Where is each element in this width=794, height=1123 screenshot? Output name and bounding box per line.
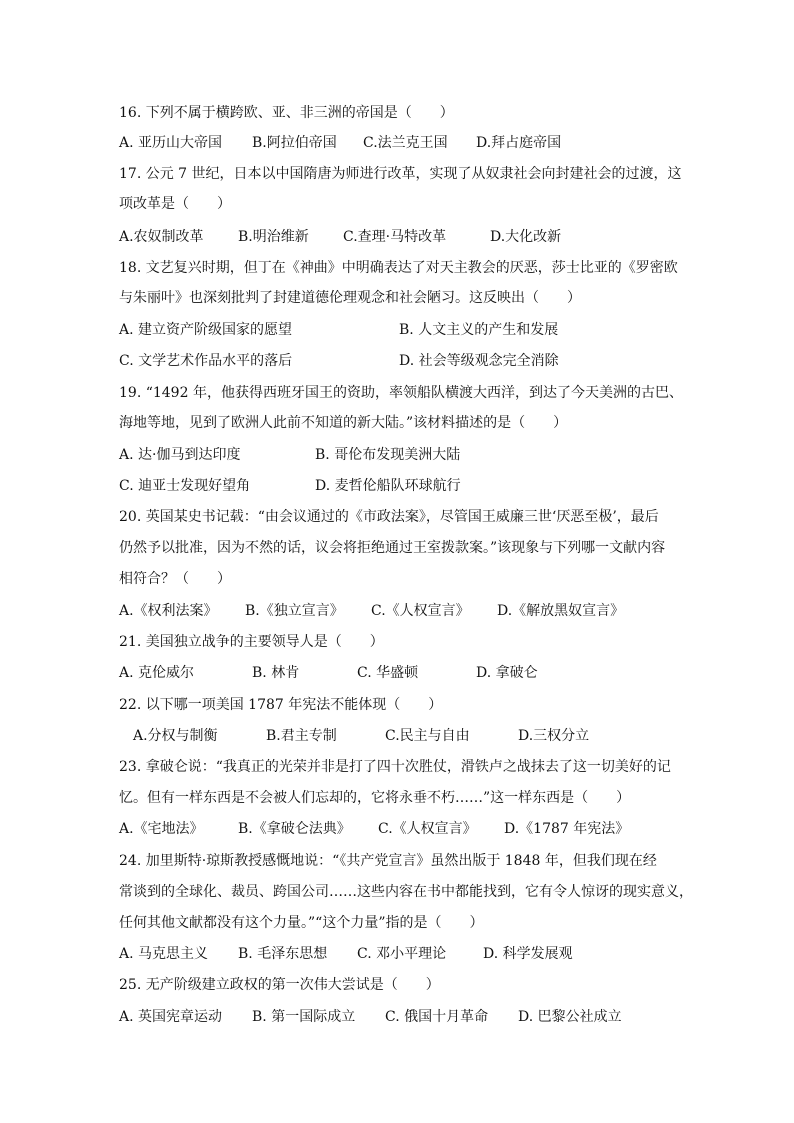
question-17-stem-line-2: 项改革是（ ） [119, 196, 231, 212]
question-23-stem-line-2: 忆。但有一样东西是不会被人们忘却的，它将永垂不朽……”这一样东西是（ ） [119, 790, 631, 806]
question-21-option-d: D. 拿破仑 [476, 665, 538, 681]
question-25-option-a: A. 英国宪章运动 [119, 1009, 223, 1025]
question-24-stem-line-2: 常谈到的全球化、裁员、跨国公司……这些内容在书中都能找到，它有令人惊讶的现实意义， [119, 884, 693, 900]
question-19-option-a: A. 达·伽马到达印度 [119, 447, 241, 463]
question-20-option-c: C.《人权宣言》 [371, 603, 470, 619]
question-20-stem-line-3: 相符合？（ ） [119, 571, 231, 587]
question-21-stem-line-1: 21. 美国独立战争的主要领导人是（ ） [119, 634, 384, 650]
question-24-option-d: D. 科学发展观 [483, 946, 573, 962]
question-18-stem-line-2: 与朱丽叶》也深刻批判了封建道德伦理观念和社会陋习。这反映出（ ） [119, 290, 581, 306]
question-16-option-a: A. 亚历山大帝国 [119, 135, 223, 151]
question-18-option-b: B. 人文主义的产生和发展 [399, 322, 559, 338]
question-16-option-b: B.阿拉伯帝国 [252, 135, 337, 151]
question-22-option-b: B.君主专制 [266, 728, 337, 744]
question-17-option-d: D.大化改新 [490, 229, 562, 245]
question-22-option-a: A.分权与制衡 [133, 728, 218, 744]
question-23-stem-line-1: 23. 拿破仑说：“我真正的光荣并非是打了四十次胜仗，滑铁卢之战抹去了这一切美好的记 [119, 759, 671, 775]
question-24-option-c: C. 邓小平理论 [357, 946, 447, 962]
question-16-option-c: C.法兰克王国 [363, 135, 448, 151]
question-20-stem-line-2: 仍然予以批准，因为不然的话，议会将拒绝通过王室拨款案。”该现象与下列哪一文献内容 [119, 540, 666, 556]
question-22-option-c: C.民主与自由 [385, 728, 470, 744]
question-18-option-a: A. 建立资产阶级国家的愿望 [119, 322, 293, 338]
question-17-option-a: A.农奴制改革 [119, 229, 204, 245]
question-17-option-c: C.查理·马特改革 [343, 229, 447, 245]
question-22-option-d: D.三权分立 [518, 728, 590, 744]
question-18-stem-line-1: 18. 文艺复兴时期，但丁在《神曲》中明确表达了对天主教会的厌恶，莎士比亚的《罗密欧 [119, 260, 678, 276]
question-19-option-b: B. 哥伦布发现美洲大陆 [315, 447, 461, 463]
question-22-stem-line-1: 22. 以下哪一项美国 1787 年宪法不能体现（ ） [119, 697, 443, 713]
question-20-option-b: B.《独立宣言》 [245, 603, 344, 619]
question-24-option-a: A. 马克思主义 [119, 946, 209, 962]
question-19-stem-line-1: 19. “1492 年，他获得西班牙国王的资助，率领船队横渡大西洋，到达了今天美洲的古巴、 [119, 385, 683, 401]
question-16-stem-line-1: 16. 下列不属于横跨欧、亚、非三洲的帝国是（ ） [119, 105, 454, 121]
question-18-option-c: C. 文学艺术作品水平的落后 [119, 353, 293, 369]
question-23-option-b: B.《拿破仑法典》 [238, 821, 351, 837]
question-25-option-b: B. 第一国际成立 [252, 1009, 356, 1025]
question-25-option-c: C. 俄国十月革命 [385, 1009, 489, 1025]
question-21-option-c: C. 华盛顿 [357, 665, 419, 681]
question-25-option-d: D. 巴黎公社成立 [518, 1009, 622, 1025]
question-23-option-c: C.《人权宣言》 [378, 821, 477, 837]
question-23-option-d: D.《1787 年宪法》 [504, 821, 630, 837]
question-19-stem-line-2: 海地等地，见到了欧洲人此前不知道的新大陆。”该材料描述的是（ ） [119, 415, 568, 431]
question-21-option-a: A. 克伦威尔 [119, 665, 195, 681]
question-17-option-b: B.明治维新 [238, 229, 309, 245]
question-16-option-d: D.拜占庭帝国 [476, 135, 562, 151]
question-19-option-c: C. 迪亚士发现好望角 [119, 478, 251, 494]
question-20-stem-line-1: 20. 英国某史书记载：“由会议通过的《市政法案》，尽管国王威廉三世‘厌恶至极’，最后 [119, 509, 659, 525]
question-24-option-b: B. 毛泽东思想 [238, 946, 328, 962]
question-21-option-b: B. 林肯 [252, 665, 300, 681]
question-24-stem-line-1: 24. 加里斯特·琼斯教授感慨地说：“《共产党宣言》虽然出版于 1848 年，但我们现在经 [119, 853, 657, 869]
question-17-stem-line-1: 17. 公元 7 世纪，日本以中国隋唐为师进行改革，实现了从奴隶社会向封建社会的过渡，这 [119, 166, 682, 182]
question-18-option-d: D. 社会等级观念完全消除 [399, 353, 559, 369]
question-23-option-a: A.《宅地法》 [119, 821, 204, 837]
question-25-stem-line-1: 25. 无产阶级建立政权的第一次伟大尝试是（ ） [119, 977, 440, 993]
question-20-option-d: D.《解放黑奴宣言》 [497, 603, 625, 619]
question-24-stem-line-3: 任何其他文献都没有这个力量。”“这个力量”指的是（ ） [119, 915, 484, 931]
question-20-option-a: A.《权利法案》 [119, 603, 218, 619]
question-19-option-d: D. 麦哲伦船队环球航行 [315, 478, 461, 494]
